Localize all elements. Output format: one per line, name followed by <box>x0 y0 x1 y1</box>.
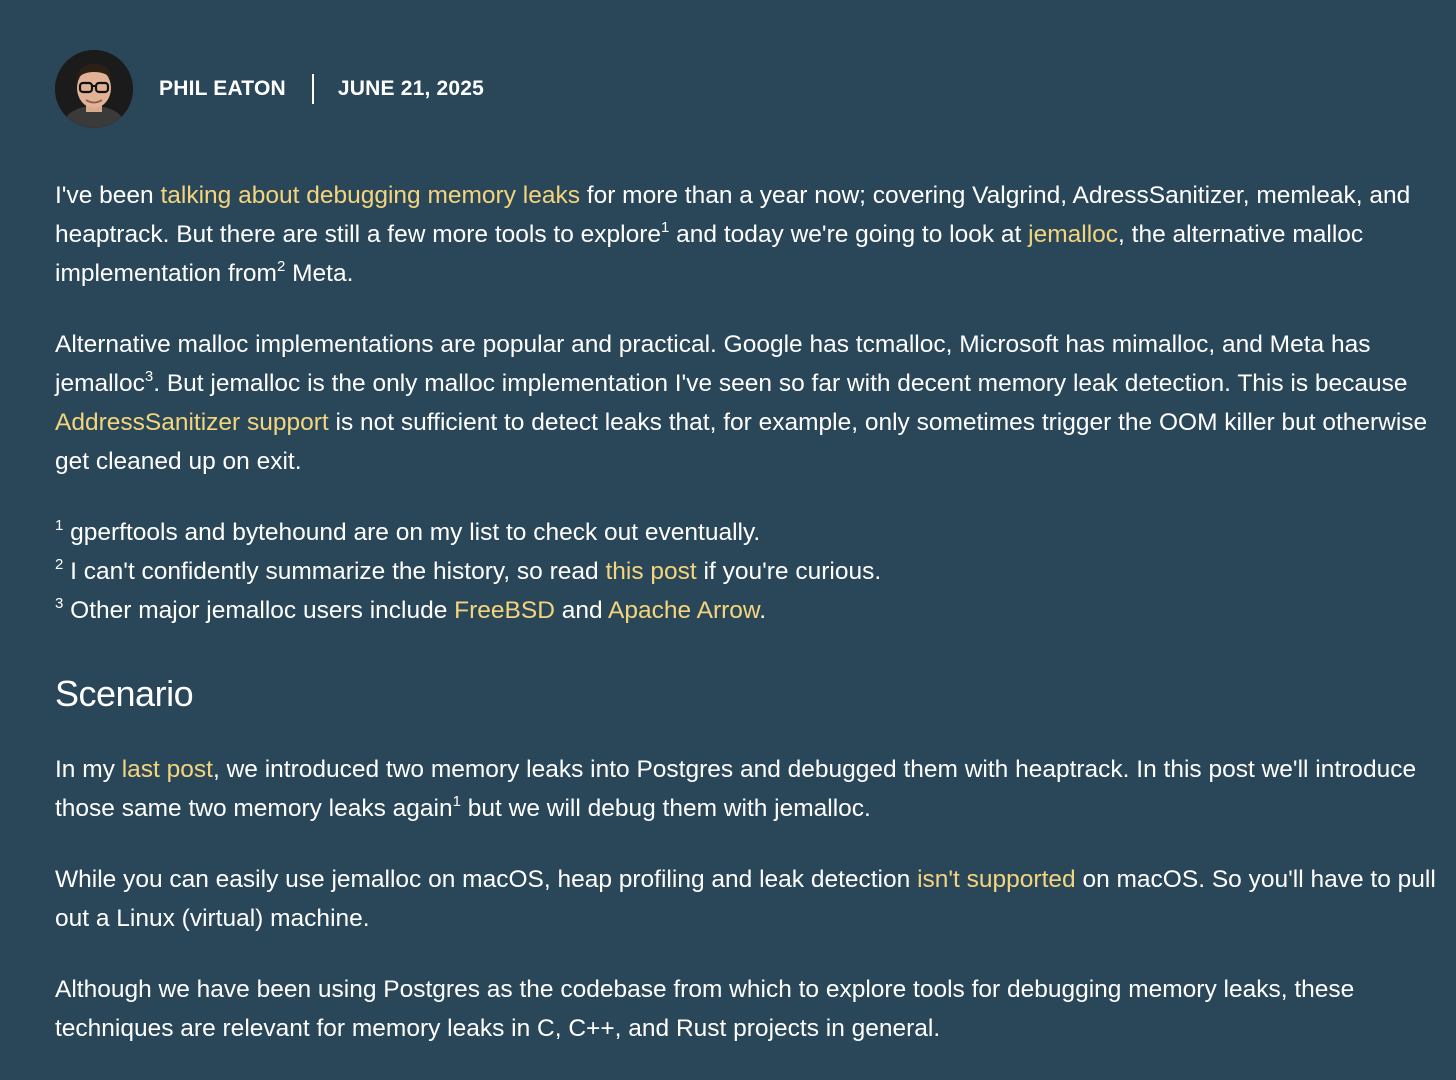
post-date: JUNE 21, 2025 <box>337 77 485 100</box>
paragraph-alternatives <box>55 325 1440 481</box>
footnote-3 <box>55 597 766 624</box>
text: Meta. <box>285 260 354 287</box>
article-body <box>55 176 1440 1080</box>
text: and today we're going to look at <box>669 221 1029 248</box>
byline-divider <box>312 74 314 104</box>
text: Other major jemalloc users include <box>63 597 455 624</box>
text: , we introduced two memory leaks into Postgres and debugged them with heaptrack. In this post we'll introduce those same two memory leaks again <box>55 756 1417 822</box>
link-talking-about-debugging-memory-leaks[interactable]: talking about debugging memory leaks <box>160 182 580 209</box>
author-avatar[interactable] <box>55 50 133 128</box>
text: I can't confidently summarize the history, so read <box>63 558 606 585</box>
text: Although we have been using Postgres as the codebase from which to explore tools for debugging memory leaks, these techniques are relevant for memory leaks in C, C++, and Rust projects in general. <box>55 976 1355 1042</box>
footnote-ref-1b[interactable]: 1 <box>452 793 461 810</box>
link-jemalloc[interactable]: jemalloc <box>1028 221 1119 248</box>
link-freebsd[interactable]: FreeBSD <box>454 597 555 624</box>
paragraph-intro <box>55 176 1440 293</box>
text: I've been <box>55 182 161 209</box>
avatar-portrait-icon <box>55 50 133 128</box>
text: and <box>554 597 609 624</box>
footnote-number: 3 <box>55 595 64 612</box>
byline <box>55 50 484 128</box>
link-last-post[interactable]: last post <box>121 756 213 783</box>
footnote-ref-3[interactable]: 3 <box>144 368 154 385</box>
paragraph-postgres <box>55 970 1440 1048</box>
text: While you can easily use jemalloc on macOS, heap profiling and leak detection <box>55 866 918 893</box>
author-name[interactable]: PHIL EATON <box>159 77 286 100</box>
section-heading-scenario: Scenario <box>55 673 194 714</box>
text: . But jemalloc is the only malloc implementation I've seen so far with decent memory leak detection. This is because <box>153 370 1408 397</box>
text: , the alternative malloc implementation from <box>55 221 1364 287</box>
text: is not sufficient to detect leaks that, for example, only sometimes trigger the OOM killer but otherwise get cleaned up on exit. <box>55 409 1428 475</box>
footnotes <box>55 513 1440 630</box>
footnote-2 <box>55 558 881 585</box>
footnote-number: 2 <box>55 556 64 573</box>
text: Alternative malloc implementations are popular and practical. Google has tcmalloc, Microsoft has mimalloc, and Meta has jemalloc <box>55 331 1371 397</box>
link-addresssanitizer-support[interactable]: AddressSanitizer support <box>55 409 329 436</box>
text: In my <box>55 756 122 783</box>
link-this-post[interactable]: this post <box>605 558 697 585</box>
footnote-number: 1 <box>55 517 64 534</box>
text: on macOS. So you'll have to pull out a Linux (virtual) machine. <box>55 866 1436 932</box>
paragraph-scenario <box>55 750 1440 828</box>
footnote-ref-1[interactable]: 1 <box>661 219 670 236</box>
text: if you're curious. <box>696 558 882 585</box>
footnote-1 <box>55 519 760 546</box>
paragraph-macos <box>55 860 1440 938</box>
text: gperftools and bytehound are on my list to check out eventually. <box>63 519 761 546</box>
text: . <box>759 597 767 624</box>
text: for more than a year now; covering Valgrind, AdressSanitizer, memleak, and heaptrack. But there are still a few more tools to explore <box>55 182 1411 248</box>
text: but we will debug them with jemalloc. <box>460 795 871 822</box>
footnote-ref-2[interactable]: 2 <box>276 258 286 275</box>
link-apache-arrow[interactable]: Apache Arrow <box>608 597 760 624</box>
link-isnt-supported[interactable]: isn't supported <box>917 866 1076 893</box>
